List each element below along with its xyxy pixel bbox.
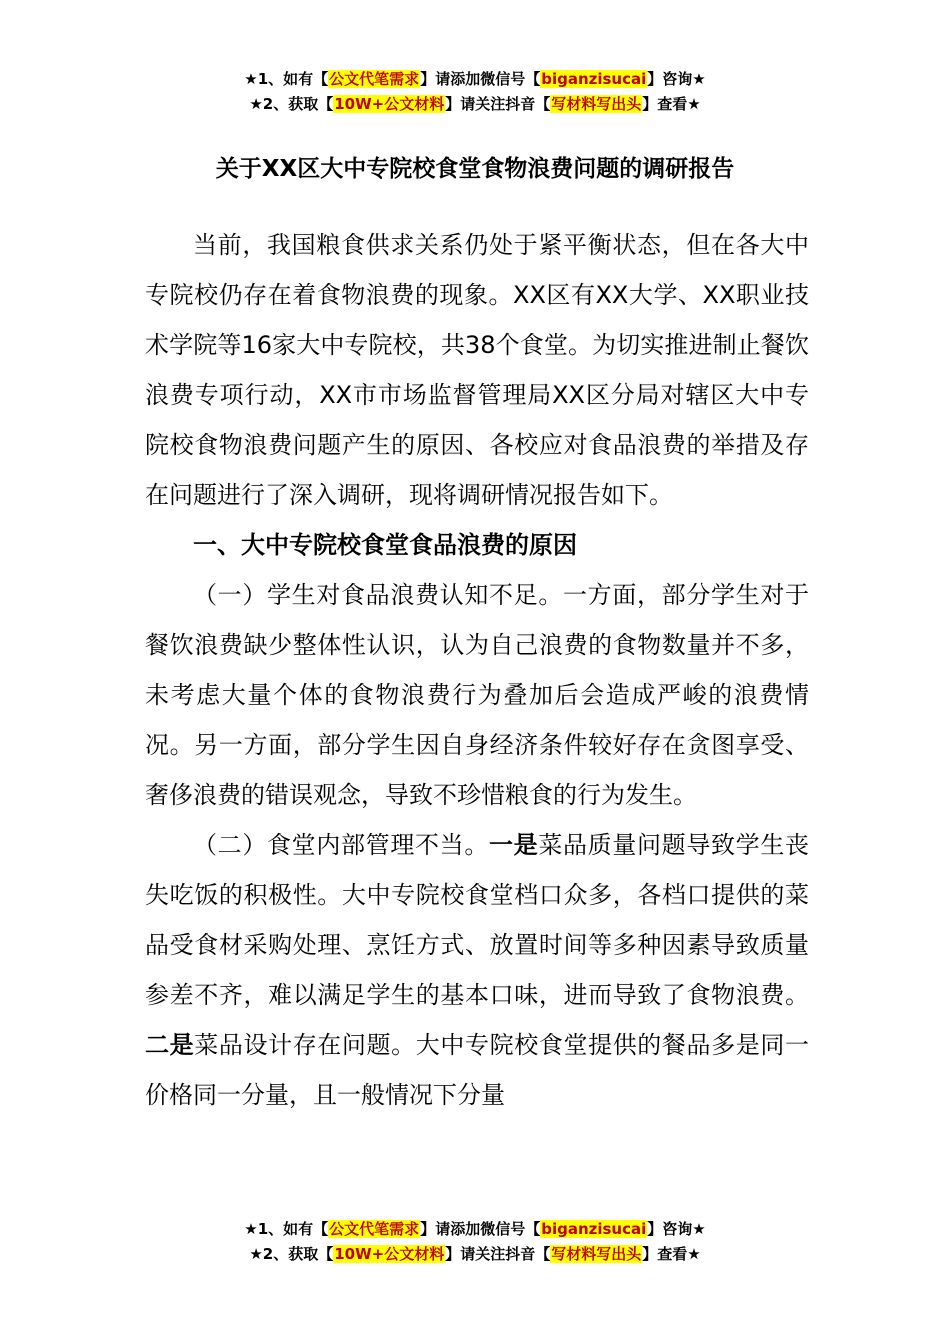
highlight-service: 公文代笔需求: [329, 1220, 420, 1238]
paragraph-2: （二）食堂内部管理不当。一是菜品质量问题导致学生丧失吃饭的积极性。大中专院校食堂档口众多，各档口提供的菜品受食材采购处理、烹饪方式、放置时间等多种因素导致质量参差不齐，难以满足学生的基本口味，进而导致了食物浪费。二是菜品设计存在问题。大中专院校食堂提供的餐品多是同一价格同一分量，且一般情况下分量: [145, 831, 810, 1109]
banner-line-1: ★1、如有【公文代笔需求】请添加微信号【biganzisucai】咨询★: [244, 70, 706, 88]
document-title: 关于XX区大中专院校食堂食物浪费问题的调研报告: [215, 156, 735, 182]
highlight-materials: 10W+公文材料: [334, 95, 445, 113]
banner-line-2: ★2、获取【10W+公文材料】请关注抖音【写材料写出头】查看★: [249, 95, 701, 113]
footer-banner: [0, 1217, 950, 1267]
highlight-materials: 10W+公文材料: [334, 1245, 445, 1263]
banner-line-1: ★1、如有【公文代笔需求】请添加微信号【biganzisucai】咨询★: [244, 1220, 706, 1238]
paragraph-1: （一）学生对食品浪费认知不足。一方面，部分学生对于餐饮浪费缺少整体性认识，认为自己浪费的食物数量并不多，未考虑大量个体的食物浪费行为叠加后会造成严峻的浪费情况。另一方面，部分学生因自身经济条件较好存在贪图享受、奢侈浪费的错误观念，导致不珍惜粮食的行为发生。: [145, 581, 809, 809]
highlight-wechat-id: biganzisucai: [541, 1220, 647, 1238]
section-heading: 一、大中专院校食堂食品浪费的原因: [193, 531, 577, 559]
document-body: [145, 220, 809, 1120]
highlight-douyin: 写材料写出头: [551, 95, 642, 113]
banner-line-2: ★2、获取【10W+公文材料】请关注抖音【写材料写出头】查看★: [249, 1245, 701, 1263]
highlight-douyin: 写材料写出头: [551, 1245, 642, 1263]
highlight-wechat-id: biganzisucai: [541, 70, 647, 88]
intro-paragraph: 当前，我国粮食供求关系仍处于紧平衡状态，但在各大中专院校仍存在着食物浪费的现象。XX区有XX大学、XX职业技术学院等16家大中专院校，共38个食堂。为切实推进制止餐饮浪费专项行动，XX市市场监督管理局XX区分局对辖区大中专院校食物浪费问题产生的原因、各校应对食品浪费的举措及存在问题进行了深入调研，现将调研情况报告如下。: [145, 231, 809, 509]
highlight-service: 公文代笔需求: [329, 70, 420, 88]
header-banner: [0, 67, 950, 117]
